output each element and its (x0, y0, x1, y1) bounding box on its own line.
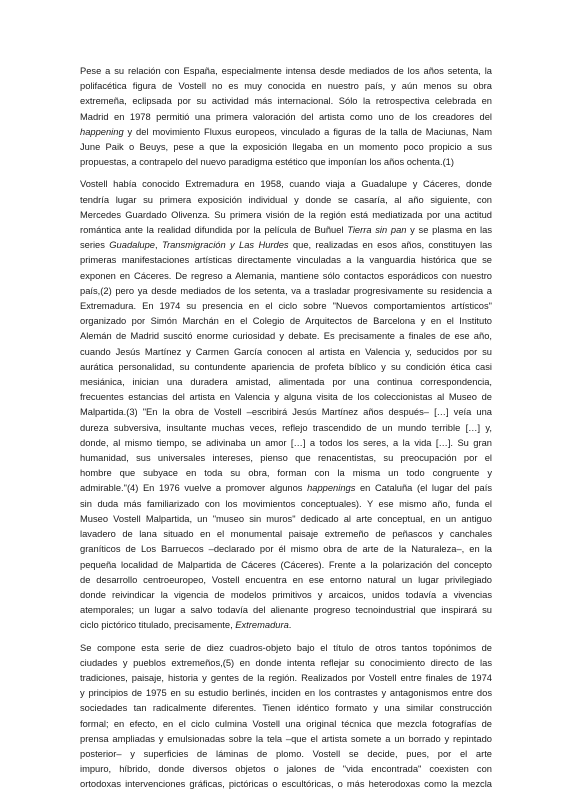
text-segment: posterior– y superficies de láminas de plomo. Vostell se decide, pues, por el arte (80, 748, 492, 759)
text-segment: series (80, 240, 110, 251)
text-segment: y se plasma en las (406, 225, 492, 236)
text-segment: mesiánica, inician una duradera amistad, alimentada por una continua correspondencia, (80, 377, 492, 388)
text-segment: prensa ampliadas y emulsionadas sobre la tela –que el artista somete a un borrado y repintado (80, 733, 492, 744)
text-segment: que, realizadas en esos años, constituyen las (288, 240, 492, 251)
text-line (80, 405, 492, 420)
text-segment: cuando Jesús Martínez y Carmen García conocen al artista en Valencia y, seducidos por su (80, 346, 492, 357)
text-line (80, 777, 492, 792)
text-line (80, 110, 492, 125)
text-segment: Museo Vostell Malpartida, un "museo sin muros" dedicado al arte conceptual, en un antiguo (80, 513, 492, 524)
text-line (80, 155, 492, 170)
text-segment: polifacética figura de Vostell no es muy conocida en nuestro país, y aún menos su obra (80, 81, 492, 92)
text-line (80, 314, 492, 329)
text-line (80, 238, 492, 253)
text-line (80, 299, 492, 314)
text-line (80, 64, 492, 79)
text-segment: y del movimiento Fluxus europeos, vinculado a figuras de la talla de Maciunas, Nam (123, 126, 492, 137)
text-segment: ortodoxas intervenciones gráficas, pictóricas o escultóricas, o más heterodoxas como la mezcla (80, 779, 492, 790)
text-line (80, 253, 492, 268)
body-text (80, 64, 492, 793)
paragraph (80, 177, 492, 633)
text-line (80, 656, 492, 671)
text-line (80, 140, 492, 155)
text-segment: Alemán de Madrid suscitó enorme curiosidad y debate. Es precisamente a finales de ese año, (80, 331, 492, 342)
italic-text: Guadalupe (109, 240, 156, 251)
text-segment: tendría lugar su primera exposición individual y donde se casaría, al año siguiente, con (80, 194, 492, 205)
text-line (80, 717, 492, 732)
text-line (80, 573, 492, 588)
text-segment: primeras manifestaciones artísticas directamente vinculadas a la vanguardia histórica que se (80, 255, 492, 266)
text-line (80, 497, 492, 512)
text-line (80, 701, 492, 716)
text-segment: exponen en Cáceres. De regreso a Alemania, mantiene sólo contactos esporádicos con nuestro (80, 270, 492, 281)
text-line (80, 193, 492, 208)
text-line (80, 436, 492, 451)
text-line (80, 588, 492, 603)
text-line (80, 451, 492, 466)
italic-text: Tierra sin pan (347, 225, 407, 236)
text-line (80, 542, 492, 557)
text-line (80, 375, 492, 390)
text-segment: admirable."(4) En 1976 vuelve a promover algunos (80, 483, 308, 494)
text-segment: dureza subversiva, insultante muchas veces, reflejo trascendido de un mundo terrible […] y, (80, 422, 492, 433)
text-line (80, 223, 492, 238)
text-line (80, 671, 492, 686)
text-segment: tradiciones, paisaje, historia y gentes de la región. Realizados por Vostell entre finales de 1974 (80, 672, 492, 683)
text-segment: de desarrollo centroeuropeo, Vostell encuentra en ese entorno natural un lugar privilegiado (80, 574, 492, 585)
text-segment: en Cataluña (el lugar del país (355, 483, 492, 494)
text-segment: Mercedes Guardado Olivenza. Su primera visión de la región está mediatizada por una actitud (80, 209, 492, 220)
text-line (80, 732, 492, 747)
text-line (80, 641, 492, 656)
italic-text: happenings (307, 483, 356, 494)
text-line (80, 512, 492, 527)
text-segment: Madrid en 1978 permitió una primera valoración del artista como uno de los creadores del (80, 111, 492, 122)
text-line (80, 125, 492, 140)
text-line (80, 345, 492, 360)
text-line (80, 603, 492, 618)
text-segment: formal; en efecto, en el ciclo culmina Vostell una original técnica que mezcla fotografías de (80, 718, 492, 729)
text-line (80, 421, 492, 436)
italic-text: Extremadura (235, 620, 289, 631)
text-segment: extremeña, eclipsada por su actividad más internacional. Sólo la retrospectiva celebrada en (80, 96, 492, 107)
text-line (80, 329, 492, 344)
paragraph (80, 641, 492, 793)
text-segment: organizado por Simón Marchán en el Colegio de Arquitectos de Barcelona y en el Instituto (80, 316, 492, 327)
text-segment: June Paik o Beuys, pese a que la exposición llegaba en un momento poco propicio a sus (80, 142, 492, 153)
text-segment: donde reivindicar la vigencia de modelos primitivos y arcaicos, unidos todavía a vivencias (80, 589, 492, 600)
text-line (80, 360, 492, 375)
text-segment: propuestas, a contrapelo del nuevo paradigma estético que imponían los años ochenta.(1) (80, 157, 454, 168)
text-segment: atemporales; un lugar a salvo todavía del alienante progreso tecnoindustrial que inspirará su (80, 605, 492, 616)
text-line (80, 269, 492, 284)
text-segment: sociedades tan radicalmente diferentes. Tienen idéntico formato y una similar construcción (80, 703, 492, 714)
text-line (80, 94, 492, 109)
text-segment: aurática personalidad, su contundente apariencia de profeta bíblico y su condición ética casi (80, 361, 492, 372)
italic-text: Transmigración y Las Hurdes (161, 240, 289, 251)
text-segment: hombre que subyace en toda su obra, forman con la misma un todo congruente y (80, 468, 492, 479)
text-segment: humanidad, sus universales intereses, pienso que renacentistas, su preocupación por el (80, 453, 492, 464)
text-segment: Se compone esta serie de diez cuadros-objeto bajo el título de otros tantos topónimos de (80, 642, 492, 653)
text-segment: . (288, 620, 292, 631)
text-segment: sin duda más familiarizado con los movimientos conceptuales). Y ese mismo año, funda el (80, 498, 492, 509)
text-segment: romántica ante la realidad difundida por la película de Buñuel (80, 225, 348, 236)
text-segment: país,(2) pero ya desde mediados de los setenta, va a trasladar progresivamente su residencia a (80, 285, 492, 296)
text-segment: graníticos de Los Barruecos –declarado por él mismo obra de arte de la Naturaleza–, en la (80, 544, 492, 555)
text-segment: y principios de 1975 en su estudio berlinés, inciden en los contrastes y antagonismos entre dos (80, 688, 492, 699)
text-line (80, 558, 492, 573)
text-segment: frecuentes estancias del artista en Valencia y alguna visita de los coleccionistas al Museo de (80, 392, 492, 403)
text-segment: donde, al mismo tiempo, se adivinaba un amor […] a todos los seres, a la vida […]. Su gran (80, 437, 492, 448)
text-segment: Vostell había conocido Extremadura en 1958, cuando viaja a Guadalupe y Cáceres, donde (80, 179, 492, 190)
text-segment: impuro, híbrido, donde diversos objetos o jalones de "vida encontrada" coexisten con (80, 764, 492, 775)
paragraph (80, 64, 492, 170)
text-segment: lavadero de lana situado en el monumental paisaje extremeño de peñascos y canchales (80, 529, 492, 540)
text-segment: Pese a su relación con España, especialmente intensa desde mediados de los años setenta, la (80, 66, 492, 76)
text-segment: pequeña localidad de Malpartida de Cáceres (Cáceres). Frente a la polarización del concepto (80, 559, 492, 570)
text-line (80, 747, 492, 762)
text-segment: Malpartida.(3) "En la obra de Vostell –escribirá Jesús Martínez años después– […] veía una (80, 407, 492, 418)
text-line (80, 390, 492, 405)
text-segment: ciclo pictórico titulado, precisamente, (80, 620, 236, 631)
text-line (80, 466, 492, 481)
text-line (80, 618, 492, 633)
text-segment: , (155, 240, 162, 251)
text-line (80, 177, 492, 192)
text-line (80, 79, 492, 94)
text-line (80, 284, 492, 299)
text-line (80, 527, 492, 542)
text-line (80, 481, 492, 496)
italic-text: happening (80, 126, 124, 137)
text-line (80, 208, 492, 223)
text-line (80, 686, 492, 701)
text-segment: Extremadura. En 1974 su presencia en el ciclo sobre "Nuevos comportamientos artísticos" (80, 301, 492, 312)
text-segment: ciudades y pueblos extremeños,(5) en donde intenta reflejar su conocimiento directo de las (80, 657, 492, 668)
text-line (80, 762, 492, 777)
